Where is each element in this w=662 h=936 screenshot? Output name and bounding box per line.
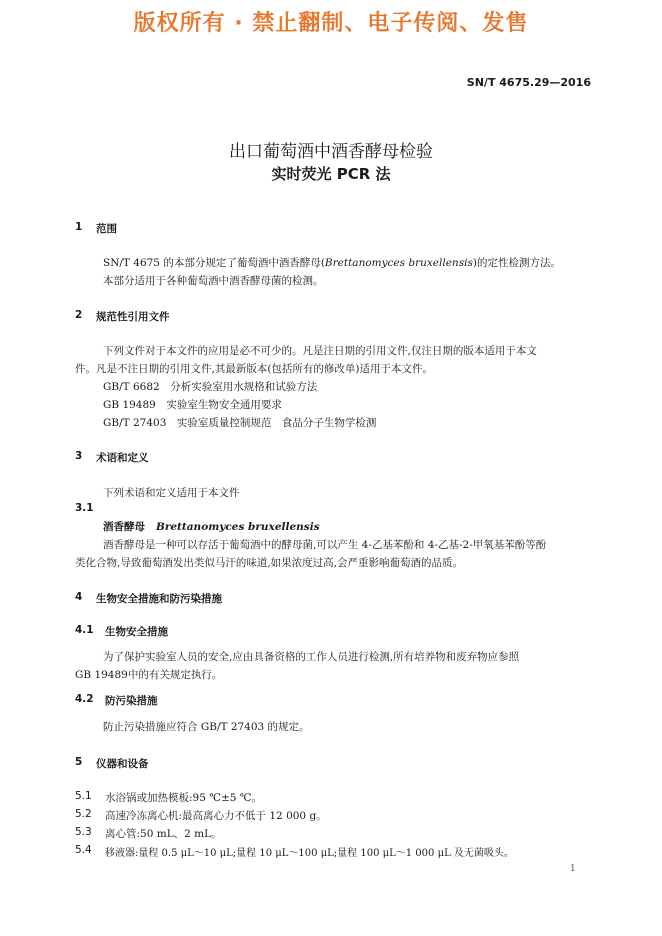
subsection-4-2-heading: 防污染措施 bbox=[105, 695, 158, 707]
subsection-4-1-number: 4.1 bbox=[75, 624, 94, 636]
section-2-heading: 规范性引用文件 bbox=[96, 311, 170, 323]
subsection-4-1-heading: 生物安全措施 bbox=[105, 626, 168, 638]
section-5-heading: 仪器和设备 bbox=[96, 758, 149, 770]
equipment-item-text: 高速冷冻离心机:最高离心力不低于 12 000 g。 bbox=[105, 810, 327, 822]
document-title: 出口葡萄酒中酒香酵母检验 bbox=[229, 142, 433, 162]
equipment-item-number: 5.3 bbox=[75, 826, 92, 838]
equipment-item-text: 水浴锅或加热模板:95 ℃±5 ℃。 bbox=[105, 792, 263, 804]
section-2-paragraph-line-1: 下列文件对于本文件的应用是必不可少的。凡是注日期的引用文件,仅注日期的版本适用于本文 bbox=[103, 345, 537, 357]
section-3-intro: 下列术语和定义适用于本文件 bbox=[103, 487, 240, 499]
section-1-paragraph-1: SN/T 4675 的本部分规定了葡萄酒中酒香酵母(Brettanomyces bruxellensis)的定性检测方法。 bbox=[103, 257, 561, 269]
section-3-number: 3 bbox=[75, 450, 83, 462]
page-number: 1 bbox=[570, 864, 576, 874]
term-definition-line-1: 酒香酵母是一种可以存活于葡萄酒中的酵母菌,可以产生 4-乙基苯酚和 4-乙基-2-甲氧基苯酚等酚 bbox=[103, 539, 547, 551]
reference-item: GB/T 6682 分析实验室用水规格和试验方法 bbox=[103, 381, 318, 393]
equipment-item-number: 5.2 bbox=[75, 808, 92, 820]
equipment-item-number: 5.1 bbox=[75, 790, 92, 802]
section-1-paragraph-2: 本部分适用于各种葡萄酒中酒香酵母菌的检测。 bbox=[103, 275, 324, 287]
subsection-3-1-number: 3.1 bbox=[75, 502, 94, 514]
section-3-heading: 术语和定义 bbox=[96, 452, 149, 464]
equipment-item-text: 离心管:50 mL、2 mL。 bbox=[105, 828, 222, 840]
subsection-4-2-number: 4.2 bbox=[75, 693, 94, 705]
copyright-banner: 版权所有 · 禁止翻制、电子传阅、发售 bbox=[133, 11, 529, 36]
section-2-paragraph-line-2: 件。凡是不注日期的引用文件,其最新版本(包括所有的修改单)适用于本文件。 bbox=[75, 363, 434, 375]
reference-item: GB 19489 实验室生物安全通用要求 bbox=[103, 399, 282, 411]
equipment-item-number: 5.4 bbox=[75, 844, 92, 856]
term-entry: 酒香酵母 Brettanomyces bruxellensis bbox=[103, 521, 320, 533]
term-definition-line-2: 类化合物,导致葡萄酒发出类似马汗的味道,如果浓度过高,会严重影响葡萄酒的品质。 bbox=[75, 557, 464, 569]
standard-number: SN/T 4675.29—2016 bbox=[466, 76, 591, 89]
section-4-number: 4 bbox=[75, 591, 83, 603]
section-2-number: 2 bbox=[75, 309, 83, 321]
subsection-4-1-line-2: GB 19489中的有关规定执行。 bbox=[75, 669, 223, 681]
document-subtitle: 实时荧光 PCR 法 bbox=[271, 165, 391, 183]
section-1-heading: 范围 bbox=[96, 223, 117, 235]
subsection-4-2-text: 防止污染措施应符合 GB/T 27403 的规定。 bbox=[103, 721, 310, 733]
equipment-item-text: 移液器:量程 0.5 μL～10 μL;量程 10 μL～100 μL;量程 100 μL～1 000 μL 及无菌吸头。 bbox=[105, 848, 514, 859]
section-1-number: 1 bbox=[75, 221, 83, 233]
section-4-heading: 生物安全措施和防污染措施 bbox=[96, 593, 222, 605]
section-5-number: 5 bbox=[75, 756, 83, 768]
subsection-4-1-line-1: 为了保护实验室人员的安全,应由具备资格的工作人员进行检测,所有培养物和废弃物应参照 bbox=[103, 651, 520, 663]
reference-item: GB/T 27403 实验室质量控制规范 食品分子生物学检测 bbox=[103, 417, 377, 429]
